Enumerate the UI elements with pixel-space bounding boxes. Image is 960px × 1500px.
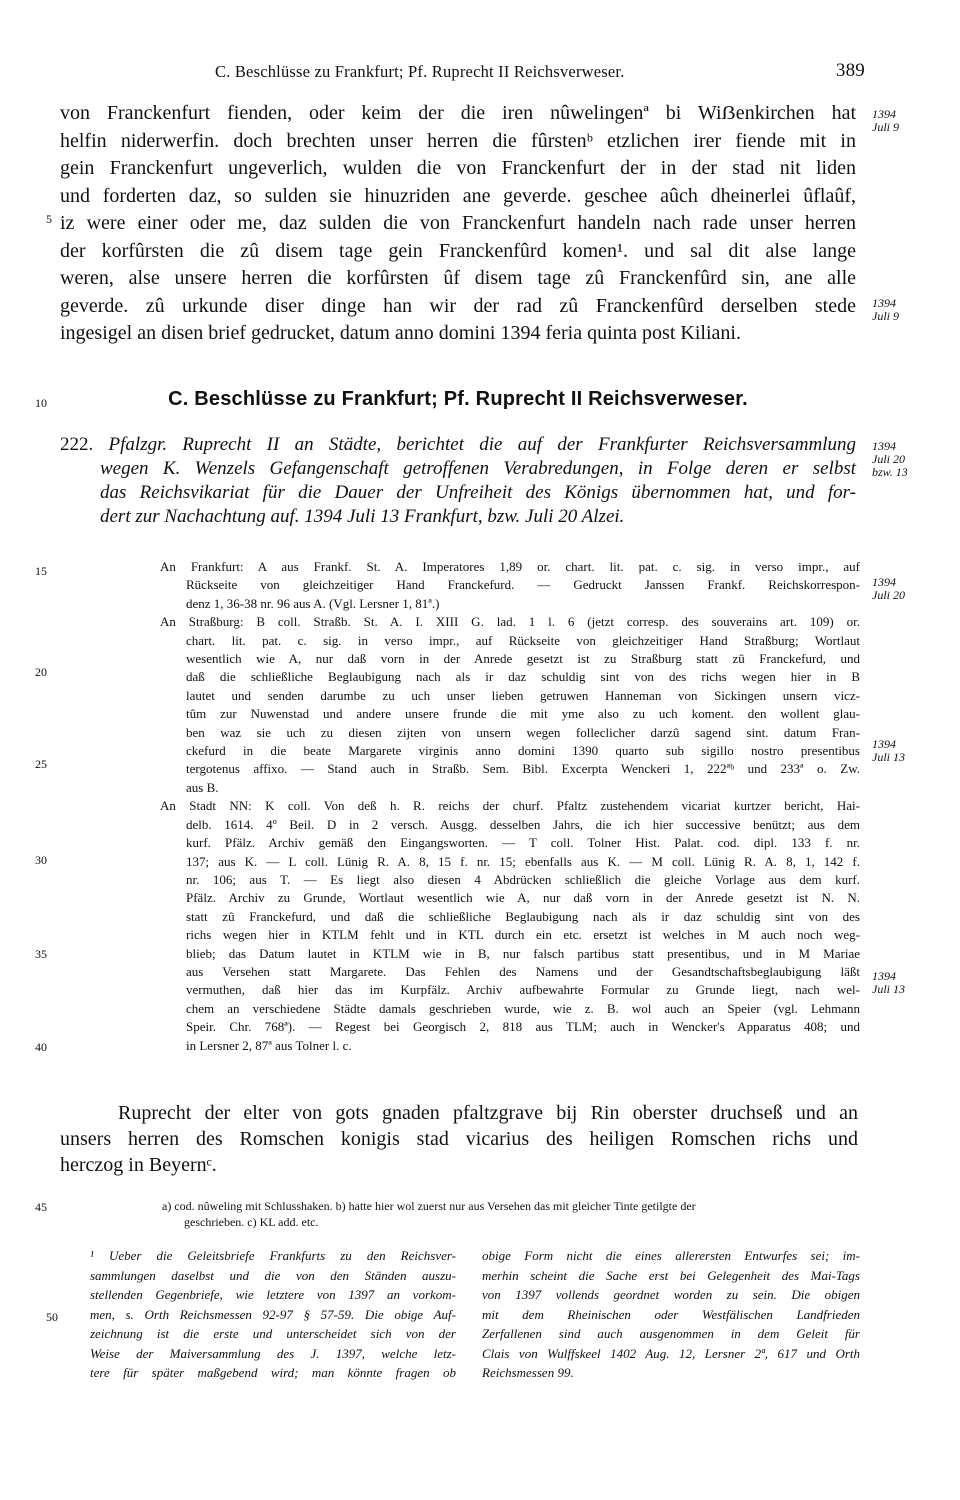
margin-date-day: Juli 9	[872, 309, 899, 323]
section-heading: C. Beschlüsse zu Frankfurt; Pf. Ruprecht II Reichsverweser.	[168, 388, 748, 410]
margin-date-day: Juli 20	[872, 588, 905, 602]
textual-apparatus	[162, 1198, 860, 1230]
margin-date-year: 1394	[872, 296, 896, 310]
note-line: aus B.	[186, 779, 219, 795]
page-number: 389	[835, 60, 865, 81]
margin-date-year: 1394	[872, 737, 896, 751]
margin-date-day: Juli 13	[872, 750, 905, 764]
margin-date-day: Juli 9	[872, 120, 899, 134]
heading-line: das Reichsvikariat für die Dauer der Unfreiheit des Königs übernommen hat, und for-	[100, 482, 856, 503]
apparatus-line: geschrieben. c) KL add. etc.	[184, 1215, 319, 1229]
margin-date	[872, 440, 908, 479]
margin-date	[872, 738, 905, 764]
footnote-column-right	[482, 1246, 860, 1383]
main-text	[60, 100, 856, 348]
note-line: Pfälz. Archiv zu Grunde, Wortlaut wesentlich wie A, nur daß vorn in der Anrede gesetzt ist N. N.	[186, 890, 860, 906]
margin-date-day: Juli 13	[872, 982, 905, 996]
footnote-line: zeichnung ist die erste und unterscheidet sich von der	[90, 1326, 456, 1341]
note-line: ckefurd in die beate Margarete virginis anno domini 1390 quarto sub sigillo nostro presentibus	[186, 743, 860, 759]
text-line: der korfûrsten die zû disem tage gein Franckenfûrd komen¹. und sal dit alse lange	[60, 239, 856, 262]
note-line: daß die schließliche Beglaubigung nach als ir daz schuldig sint von des richs wegen hier in B	[186, 669, 860, 685]
running-head-title: C. Beschlüsse zu Frankfurt; Pf. Ruprecht II Reichsverweser.	[215, 62, 625, 81]
apparatus-line: a) cod. nûweling mit Schlusshaken. b) hatte hier wol zuerst nur aus Versehen das mit gleicher Tinte getilgte der	[162, 1199, 696, 1213]
note-line: delb. 1614. 4º Beil. D in 2 versch. Ausgg. desselben Jahrs, die ich hier successive benützt; aus dem	[186, 816, 860, 832]
line-number: 15	[35, 564, 47, 578]
heading-line: dert zur Nachachtung auf. 1394 Juli 13 Frankfurt, bzw. Juli 20 Alzei.	[100, 506, 625, 527]
line-number: 10	[35, 396, 47, 410]
letter-line: herczog in Beyernᶜ.	[60, 1154, 217, 1176]
margin-date-year: 1394	[872, 575, 896, 589]
footnote-line: obige Form nicht die eines allerersten Entwurfes sei; im-	[482, 1248, 860, 1263]
footnote-line: tere für später maßgebend wird; man könnte fragen ob	[90, 1365, 456, 1380]
text-line: helfin niderwerfin. doch brechten unser herren die fûrstenᵇ etzlichen irer fiende mit in	[60, 129, 856, 152]
running-head	[215, 62, 865, 82]
note-line: ben waz sie uch zu diesen zijten von unsern wegen folleclicher darzû sagend sint. datum Fran-	[186, 724, 860, 740]
note-line: An Straßburg: B coll. Straßb. St. A. I. XIII G. lad. 1 l. 6 (jetzt corresp. des souverains art. 109) or.	[160, 614, 860, 630]
note-line: blieb; das Datum lautet in KTLM wie in B, nur falsch partibus statt presentibus, und in M Mariae	[186, 945, 860, 961]
text-line: iz were einer oder me, daz sulden die von Franckenfurt handeln nach rade unser herren	[60, 212, 856, 234]
heading-line	[60, 433, 856, 457]
footnote-line: Clais von Wulffskeel 1402 Aug. 12, Lersner 2ª, 617 und Orth	[482, 1345, 860, 1361]
note-line: richs wegen hier in KTLM fehlt und in KTL durch ein etc. ersetzt ist welches in M auch noch weg-	[186, 927, 860, 943]
document-number: 222.	[60, 434, 94, 455]
note-line: Rückseite von gleichzeitiger Hand Franckefurd. — Gedruckt Janssen Frankf. Reichskorrespon-	[186, 577, 860, 593]
text-line: und forderten daz, so sulden sie hinuzriden ane geverde. geschee aûch dheinerlei ûflaûf,	[60, 184, 856, 207]
margin-date	[872, 970, 905, 996]
text-line: ingesigel an disen brief gedrucket, datum anno domini 1394 feria quinta post Kiliani.	[60, 322, 741, 344]
footnote-line: Zerfallenen sind auch ausgenommen in dem Geleit für	[482, 1326, 860, 1341]
letter-opening	[60, 1100, 858, 1178]
margin-date	[872, 108, 899, 134]
margin-date-year: 1394	[872, 107, 896, 121]
margin-date	[872, 297, 899, 323]
margin-date-year: 1394	[872, 969, 896, 983]
text-line: gein Franckenfurt ungeverlich, wulden die von Franckenfurt der in der stad nit liden	[60, 157, 856, 179]
note-line: aus Versehen statt Margarete. Das Fehlen des Namens und der Gesandtschaftsbeglaubigung läßt	[186, 963, 860, 979]
note-line: tûm zur Nuwenstad und andere unsere frunde die mit yme also zu uch koment. den wollent glau-	[186, 706, 860, 722]
note-line: nr. 106; aus T. — Es liegt also diesen 4 Abdrücken schließlich die gleiche Vorlage aus dem kurf.	[186, 871, 860, 887]
note-line: in Lersner 2, 87ª aus Tolner l. c.	[186, 1037, 352, 1053]
note-line: chart. lit. pat. c. sig. in verso impr., auf Rückseite von gleichzeitiger Hand Straßburg; Wortlaut	[186, 632, 860, 648]
footnote-column-left	[90, 1246, 456, 1383]
line-number: 20	[35, 665, 47, 679]
footnote-line: Weise der Maiversammlung des J. 1397, welche letz-	[90, 1345, 456, 1361]
line-number: 30	[35, 853, 47, 867]
line-number: 25	[35, 757, 47, 771]
margin-date	[872, 576, 905, 602]
text-line: von Franckenfurt fienden, oder keim der die iren nûwelingenª bi Wiẞenkirchen hat	[60, 102, 856, 124]
text-line: weren, alse unsere herren die korfûrsten ûf disem tage zû Franckenfûrd sin, ane alle	[60, 267, 856, 289]
note-line: statt zû Franckefurd, und daß die schließliche Beglaubigung nach als ir daz schuldig sint von des	[186, 908, 860, 924]
note-line: An Frankfurt: A aus Frankf. St. A. Imperatores 1,89 or. chart. lit. pat. c. sig. in verso impr., auf	[160, 559, 860, 574]
line-number: 35	[35, 947, 47, 961]
margin-date-year: 1394	[872, 439, 896, 453]
footnote-line: stellenden Gegenbriefe, wie letztere von 1397 an vorkom-	[90, 1287, 456, 1302]
line-number: 40	[35, 1040, 47, 1054]
note-line: chem an verschiedene Städte damals geschrieben wurde, wie z. B. wol auch an Speier (vgl. Lehmann	[186, 1000, 860, 1016]
letter-line: Ruprecht der elter von gots gnaden pfaltzgrave bij Rin oberster druchseß und an	[118, 1102, 858, 1124]
note-line: An Stadt NN: K coll. Von deß h. R. reichs der churf. Pfaltz zustehendem vicariat kurtzer bericht, Hai-	[160, 798, 860, 814]
footnote-line: ¹ Ueber die Geleitsbriefe Frankfurts zu den Reichsver-	[90, 1248, 456, 1263]
document-heading	[60, 433, 856, 529]
note-line: kurf. Pfälz. Archiv gemäß den Eingangsworten. — T coll. Tolner Hist. Palat. cod. dipl. 133 f. nr.	[186, 835, 860, 851]
note-line: wesentlich wie A, nur daß vorn in der Anrede gesetzt ist zu Straßburg statt zû Franckefurd, und	[186, 651, 860, 667]
letter-line: unsers herren des Romschen konigis stad vicarius des heiligen Romschen richs und	[60, 1128, 858, 1150]
heading-line-text: Pfalzgr. Ruprecht II an Städte, berichtet die auf der Frankfurter Reichsversammlung	[108, 434, 856, 455]
note-line: Speir. Chr. 768ª). — Regest bei Georgisch 2, 818 aus TLM; auch in Wencker's Apparatus 408; und	[186, 1019, 860, 1035]
footnote-line: Reichsmessen 99.	[482, 1365, 574, 1380]
note-line: 137; aus K. — L coll. Lünig R. A. 8, 15 f. nr. 15; ebenfalls aus K. — M coll. Lünig R. A. 8, 1, 142 f.	[186, 853, 860, 869]
footnote-line: sammlungen daselbst und die von den Ständen auszu-	[90, 1267, 456, 1283]
heading-line: wegen K. Wenzels Gefangenschaft getroffenen Verabredungen, in Folge deren er selbst	[100, 458, 856, 479]
line-number: 45	[35, 1200, 47, 1214]
margin-date-alt: bzw. 13	[872, 465, 908, 479]
footnote-line: merhin scheint die Sache erst bei Gelegenheit des Mai-Tags	[482, 1267, 860, 1283]
text-line: geverde. zû urkunde diser dinge han wir der rad zû Franckenfûrd derselben stede	[60, 294, 856, 317]
note-line: lautet und senden darumbe zu uch unser lieben getruwen Hanneman von Sickingen unsern vicz-	[186, 687, 860, 703]
margin-date-day: Juli 20	[872, 452, 905, 466]
footnote-line: mit dem Rheinischen oder Westfälischen Landfrieden	[482, 1306, 860, 1322]
line-number: 5	[46, 212, 52, 226]
source-notes	[160, 558, 860, 1055]
footnote-line: men, s. Orth Reichsmessen 92-97 § 57-59. Die obige Auf-	[90, 1306, 456, 1322]
note-line: vermuthen, daß hier das im Kurpfälz. Archiv aufbewahrte Formular zu Grunde liegt, nach wel-	[186, 982, 860, 998]
footnote-line: von 1397 vollends geordnet worden zu sein. Die obigen	[482, 1287, 860, 1302]
line-number: 50	[46, 1310, 58, 1324]
note-line: tergotenus affixo. — Stand auch in Straßb. Sem. Bibl. Excerpta Wenckeri 1, 222ªᵇ und 233ª o. Zw.	[186, 761, 860, 777]
note-line: denz 1, 36-38 nr. 96 aus A. (Vgl. Lersner 1, 81ª.)	[186, 595, 440, 611]
